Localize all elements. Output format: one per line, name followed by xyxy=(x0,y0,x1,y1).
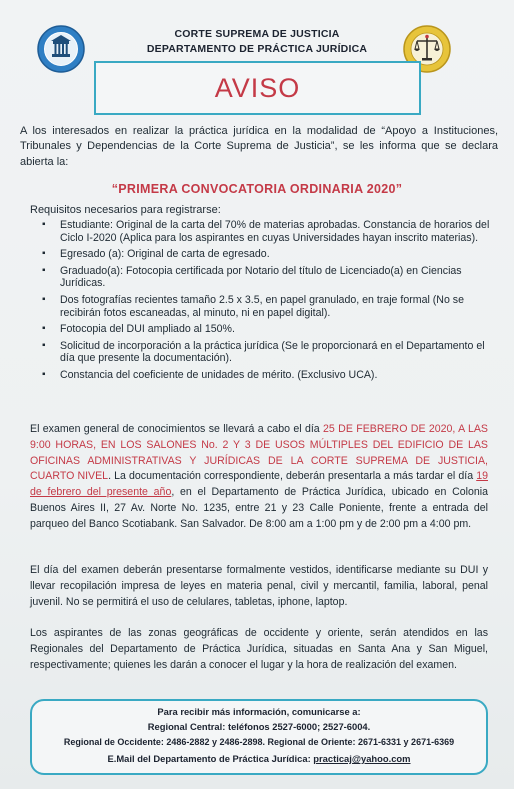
exam-day-instructions: El día del examen deberán presentarse formalmente vestidos, identificarse mediante su DUI y llevar recopilación impresa de leyes en materia penal, civil y mercantil, familia, laboral, penal juvenil. No se permitirá el uso de celulares, tabletas, iphone, laptop. xyxy=(30,564,488,608)
document-deadline: 19 de febrero del presente año xyxy=(30,470,488,499)
contact-heading: Para recibir más información, comunicarse a: xyxy=(157,706,361,717)
call-title: “PRIMERA CONVOCATORIA ORDINARIA 2020” xyxy=(111,182,403,196)
requirement-item: ▪ Dos fotografías recientes tamaño 2.5 x 3.5, en papel granulado, en traje formal (No se recibirán fotos escaneadas, al minuto, ni en papel digital). xyxy=(40,294,490,319)
requirement-item: ▪ Constancia del coeficiente de unidades de mérito. (Exclusivo UCA). xyxy=(40,369,490,382)
central-phones: Regional Central: teléfonos 2527-6000; 2527-6004. xyxy=(147,721,371,732)
exam-text-start: El examen general de conocimientos se llevará a cabo el día xyxy=(30,423,324,435)
requirements-list xyxy=(40,219,490,386)
exam-text-middle: . La documentación correspondiente, deberán presentarla a más tardar el día xyxy=(108,470,477,483)
regional-paragraph: Los aspirantes de las zonas geográficas de occidente y oriente, serán atendidos en las Regionales del Departamento de Práctica Jurídica, situadas en Santa Ana y San Miguel, respectivamente; quienes les darán a conocer el lugar y la hora de realización del examen. xyxy=(30,627,488,671)
contact-info-box xyxy=(30,699,488,775)
email-label: E.Mail del Departamento de Práctica Jurídica: xyxy=(107,753,314,764)
exam-text-end: , en el Departamento de Práctica Jurídica, ubicado en Colonia Buenos Aires II, 27 Av. Norte No. 1235, entre 21 y 23 Calle Poniente, frente a entrada del parqueo del Banco Scotiabank. San Salvador. De 8:00 am a 1:00 pm y de 2:00 pm a 4:00 pm. xyxy=(30,486,488,530)
requirement-item: ▪ Solicitud de incorporación a la práctica jurídica (Se le proporcionará en el Departamento el día que presente la documentación). xyxy=(40,340,490,365)
requirement-item: ▪ Fotocopia del DUI ampliado al 150%. xyxy=(40,323,490,336)
institution-name: CORTE SUPREMA DE JUSTICIA xyxy=(174,28,340,40)
email-link[interactable]: practicaj@yahoo.com xyxy=(313,753,411,764)
exam-date-location: 25 DE FEBRERO DE 2020, A LAS 9:00 HORAS, EN LOS SALONES No. 2 Y 3 DE USOS MÚLTIPLES DEL EDIFICIO DE LAS OFICINAS ADMINISTRATIVAS Y JURÍDICAS DE LA CORTE SUPREMA DE JUSTICIA, CUARTO NIVEL xyxy=(30,423,488,483)
requirement-item: ▪ Estudiante: Original de la carta del 70% de materias aprobadas. Constancia de horarios del Ciclo I-2020 (Aplica para los aspirantes en cuyas Universidades hayan inscrito materias). xyxy=(40,219,490,244)
email-line xyxy=(32,753,486,764)
intro-paragraph: A los interesados en realizar la práctica jurídica en la modalidad de “Apoyo a Instituciones, Tribunales y Dependencias de la Corte Suprema de Justicia”, se les informa que se declara abierta la: xyxy=(20,125,498,168)
department-name: DEPARTAMENTO DE PRÁCTICA JURÍDICA xyxy=(146,43,368,55)
requirement-item: ▪ Egresado (a): Original de carta de egresado. xyxy=(40,248,490,261)
notice-title: AVISO xyxy=(214,72,301,103)
requirement-item: ▪ Graduado(a): Fotocopia certificada por Notario del título de Licenciado(a) en Ciencias Jurídicas. xyxy=(40,265,490,290)
title-frame xyxy=(94,61,421,115)
regional-phones: Regional de Occidente: 2486-2882 y 2486-2898. Regional de Oriente: 2671-6331 y 2671-6369 xyxy=(63,737,455,747)
requirements-heading: Requisitos necesarios para registrarse: xyxy=(30,204,221,216)
exam-paragraph xyxy=(30,422,488,533)
